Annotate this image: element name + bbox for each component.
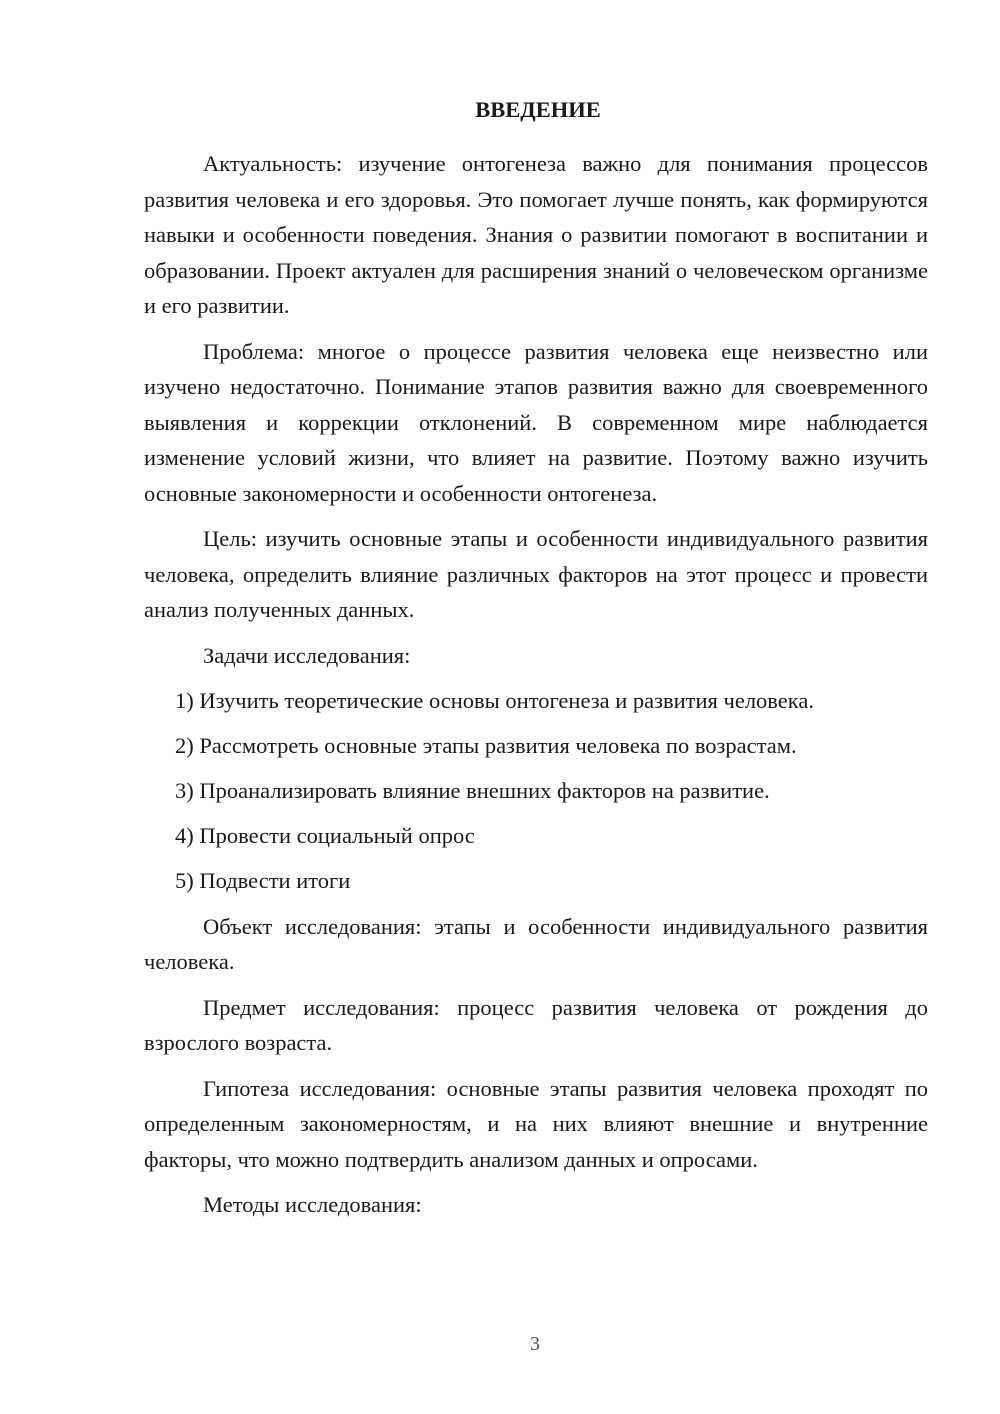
task-item: 1) Изучить теоретические основы онтогенеза и развития человека. bbox=[175, 688, 814, 713]
section-title: ВВЕДЕНИЕ bbox=[475, 97, 601, 122]
subject-paragraph: Предмет исследования: процесс развития человека от рождения до взрослого возраста. bbox=[144, 994, 928, 1055]
goal-paragraph: Цель: изучить основные этапы и особенности индивидуального развития человека, определить влияние различных факторов на этот процесс и провести анализ полученных данных. bbox=[144, 526, 928, 622]
tasks-heading: Задачи исследования: bbox=[203, 642, 411, 668]
hypothesis-paragraph: Гипотеза исследования: основные этапы развития человека проходят по определенным закономерностям, и на них влияют внешние и внутренние факторы, что можно подтвердить анализом данных и опросами. bbox=[144, 1075, 928, 1172]
tasks-list bbox=[144, 683, 928, 899]
task-item: 2) Рассмотреть основные этапы развития человека по возрастам. bbox=[175, 733, 797, 758]
methods-heading: Методы исследования: bbox=[203, 1192, 422, 1217]
task-item: 5) Подвести итоги bbox=[175, 868, 351, 893]
task-item: 4) Провести социальный опрос bbox=[175, 823, 475, 848]
page-number: 3 bbox=[530, 1333, 540, 1355]
document-page bbox=[144, 92, 928, 1233]
task-item: 3) Проанализировать влияние внешних факторов на развитие. bbox=[175, 778, 770, 803]
object-paragraph: Объект исследования: этапы и особенности индивидуального развития человека. bbox=[144, 913, 928, 974]
problem-paragraph: Проблема: многое о процессе развития человека еще неизвестно или изучено недостаточно. Понимание этапов развития важно для своевременного выявления и коррекции отклонений. В современном мире наблюдается изменение условий жизни, что влияет на развитие. Поэтому важно изучить основные закономерности и особенности онтогенеза. bbox=[144, 338, 928, 506]
relevance-paragraph: Актуальность: изучение онтогенеза важно для понимания процессов развития человека и его здоровья. Это помогает лучше понять, как формируются навыки и особенности поведения. Знания о развитии помогают в воспитании и образовании. Проект актуален для расширения знаний о человеческом организме и его развитии. bbox=[144, 151, 928, 318]
